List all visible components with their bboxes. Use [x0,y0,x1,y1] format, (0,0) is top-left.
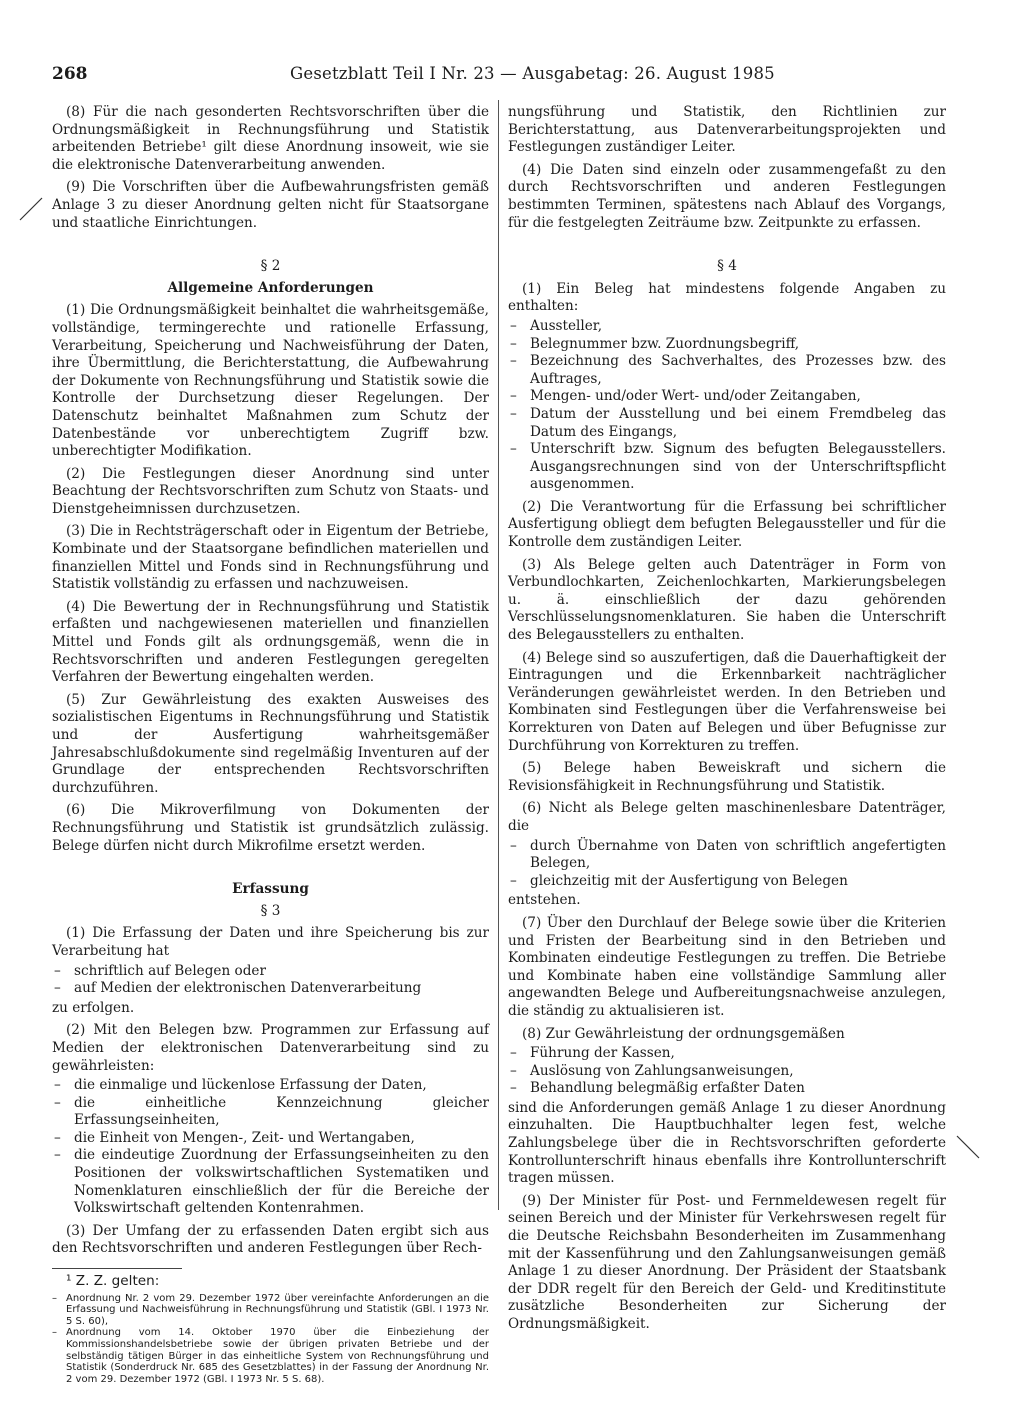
paragraph: (8) Für die nach gesonderten Rechtsvorschriften über die Ordnungsmäßigkeit in Rechnungsführung und Statistik arbeitenden Betriebe¹ gilt diese Anordnung insoweit, wie sie die elektronische Datenverarbeitung anwenden. [52,104,489,173]
paragraph: (6) Die Mikroverfilmung von Dokumenten der Rechnungsführung und Statistik ist grundsätzlich zulässig. Belege dürfen nicht durch Mikrofilme ersetzt werden. [52,802,489,854]
paragraph: sind die Anforderungen gemäß Anlage 1 zu dieser Anordnung einzuhalten. Die Hauptbuchhalter legen fest, welche Zahlungsbelege über die in Rechtsvorschriften geforderte Kontrollunterschrift hinaus ebenfalls ihre Kontrollunterschrift tragen müssen. [508,1099,946,1187]
section-heading: Erfassung [232,881,309,898]
paragraph: (9) Die Vorschriften über die Aufbewahrungsfristen gemäß Anlage 3 zu dieser Anordnung gelten nicht für Staatsorgane und staatliche Einrichtungen. [52,179,489,231]
list-item: – Datum der Ausstellung und bei einem Fremdbeleg das Datum des Eingangs, [508,406,946,441]
dash-list [508,318,946,494]
footnote-list [52,1293,489,1386]
list-item: – Bezeichnung des Sachverhaltes, des Prozesses bzw. des Auftrages, [508,353,946,388]
section-number: § 3 [260,902,281,919]
column-divider [498,100,499,1210]
list-item: – die einmalige und lückenlose Erfassung der Daten, [52,1077,489,1095]
list-item: – gleichzeitig mit der Ausfertigung von Belegen [508,873,946,891]
list-item: – Führung der Kassen, [508,1045,946,1063]
dash-list [508,838,946,891]
list-item: – auf Medien der elektronischen Datenverarbeitung [52,980,489,998]
list-item: – schriftlich auf Belegen oder [52,963,489,981]
paragraph: (6) Nicht als Belege gelten maschinenlesbare Datenträger, die [508,800,946,834]
list-item: – Belegnummer bzw. Zuordnungsbegriff, [508,336,946,354]
footnote [52,1273,489,1385]
footnote-item: – Anordnung vom 14. Oktober 1970 über die Einbeziehung der Kommissionshandelsbetriebe sowie der übrigen privaten Betriebe und der selbständig tätigen Bürger in das einheitliche System von Rechnungsführung und Statistik (Sonderdruck Nr. 685 des Gesetzblattes) in der Fassung der Anordnung Nr. 2 vom 29. Dezember 1972 (GBl. I 1973 Nr. 5 S. 68). [52,1327,489,1385]
paragraph: (2) Die Verantwortung für die Erfassung bei schriftlicher Ausfertigung obliegt dem befugten Belegaussteller und für die Kontrolle dem zuständigen Leiter. [508,498,946,551]
dash-list [52,963,489,998]
paragraph: (4) Belege sind so auszufertigen, daß die Dauerhaftigkeit der Eintragungen und die Erkennbarkeit nachträglicher Veränderungen gewährleistet werden. In den Betrieben und Kombinaten sind Festlegungen über die Verfahrensweise bei Korrekturen von Daten auf Belegen und über Befugnisse zur Durchführung von Korrekturen zu treffen. [508,649,946,754]
paragraph: (5) Belege haben Beweiskraft und sichern die Revisionsfähigkeit in Rechnungsführung und Statistik. [508,760,946,794]
page-number: 268 [52,64,88,84]
section-number: § 4 [717,258,737,275]
paragraph: (1) Ein Beleg hat mindestens folgende Angaben zu enthalten: [508,280,946,315]
paragraph: (5) Zur Gewährleistung des exakten Ausweises des sozialistischen Eigentums in Rechnungsführung und Statistik und der Ausfertigung wahrheitsgemäßer Jahresabschlußdokumente sind regelmäßig Inventuren auf der Grundlage der entsprechenden Rechtsvorschriften durchzuführen. [52,691,489,796]
footnote-item: – Anordnung Nr. 2 vom 29. Dezember 1972 über vereinfachte Anforderungen an die Erfassung und Nachweisführung in Rechnungsführung und Statistik (GBl. I 1973 Nr. 5 S. 60), [52,1293,489,1328]
dash-list [52,1077,489,1218]
paragraph: (1) Die Ordnungsmäßigkeit beinhaltet die wahrheitsgemäße, vollständige, termingerechte und rationelle Erfassung, Verarbeitung, Speicherung und Nachweisführung der Daten, ihre Übermittlung, die Berichterstattung, die Aufbewahrung der Dokumente von Rechnungsführung und Statistik sowie die Kontrolle der Durchsetzung dieser Regelungen. Der Datenschutz beinhaltet Maßnahmen zum Schutz der Datenbestände vor unberechtigtem Zugriff bzw. unberechtigter Modifikation. [52,302,489,460]
paragraph: nungsführung und Statistik, den Richtlinien zur Berichterstattung, aus Datenverarbeitungsprojekten und Festlegungen zuständiger Leiter. [508,104,946,156]
section-number: § 2 [260,258,281,275]
list-item: – Mengen- und/oder Wert- und/oder Zeitangaben, [508,388,946,406]
paragraph: (3) Der Umfang der zu erfassenden Daten ergibt sich aus den Rechtsvorschriften und anderen Festlegungen über Rech- [52,1222,489,1257]
paragraph: zu erfolgen. [52,999,135,1016]
list-item: – die einheitliche Kennzeichnung gleicher Erfassungseinheiten, [52,1095,489,1130]
paragraph: (3) Die in Rechtsträgerschaft oder in Eigentum der Betriebe, Kombinate und der Staatsorgane befindlichen materiellen und finanziellen Mittel und Fonds sind in Rechnungsführung und Statistik vollständig zu erfassen und nachzuweisen. [52,523,489,593]
section-heading: Allgemeine Anforderungen [167,279,374,296]
paragraph: (7) Über den Durchlauf der Belege sowie über die Kriterien und Fristen der Bearbeitung sind in den Betrieben und Kombinaten eindeutige Festlegungen zu treffen. Die Betriebe und Kombinate haben eine vollständige Sammlung aller angewandten Belege und Aufbereitungsnachweise anzulegen, die ständig zu aktualisieren ist. [508,914,946,1019]
running-title: Gesetzblatt Teil I Nr. 23 — Ausgabetag: 26. August 1985 [290,64,775,83]
list-item: – Aussteller, [508,318,946,336]
paragraph: (1) Die Erfassung der Daten und ihre Speicherung bis zur Verarbeitung hat [52,925,489,959]
list-item: – die Einheit von Mengen-, Zeit- und Wertangaben, [52,1130,489,1148]
list-item: – Auslösung von Zahlungsanweisungen, [508,1063,946,1081]
footnote-label: ¹ Z. Z. gelten: [66,1273,160,1290]
page-header [52,64,952,86]
paragraph: entstehen. [508,892,581,909]
paragraph: (4) Die Bewertung der in Rechnungsführung und Statistik erfaßten und nachgewiesenen materiellen und finanziellen Mittel und Fonds gilt als ordnungsgemäß, wenn die in Rechtsvorschriften und anderen Festlegungen geregelten Verfahren der Bewertung eingehalten werden. [52,598,489,686]
list-item: – Unterschrift bzw. Signum des befugten Belegausstellers. Ausgangsrechnungen sind von der Unterschriftspflicht ausgenommen. [508,441,946,494]
paragraph: (3) Als Belege gelten auch Datenträger in Form von Verbundlochkarten, Zeichenlochkarten, Markierungsbelegen u. ä. einschließlich der dazu gehörenden Verschlüsselungsnomenklaturen. Sie haben die Unterschrift des Belegausstellers zu enthalten. [508,556,946,644]
paragraph: (9) Der Minister für Post- und Fernmeldewesen regelt für seinen Bereich und der Minister für Verkehrswesen regelt für die Deutsche Reichsbahn Besonderheiten im Zusammenhang mit der Kassenführung und den Zahlungsanweisungen gemäß Anlage 1 zu dieser Anordnung. Der Präsident der Staatsbank der DDR regelt für den Bereich der Geld- und Kreditinstitute zusätzliche Besonderheiten zur Sicherung der Ordnungsmäßigkeit. [508,1192,946,1332]
left-column [52,104,489,1387]
footnote-rule [52,1268,182,1269]
paragraph: (2) Mit den Belegen bzw. Programmen zur Erfassung auf Medien der elektronischen Datenverarbeitung sind zu gewährleisten: [52,1022,489,1074]
paragraph: (4) Die Daten sind einzeln oder zusammengefaßt zu den durch Rechtsvorschriften und anderen Festlegungen bestimmten Terminen, spätestens nach Ablauf des Vorgangs, für die festgelegten Zeiträume bzw. Zeitpunkte zu erfassen. [508,161,946,231]
list-item: – durch Übernahme von Daten von schriftlich angefertigten Belegen, [508,838,946,873]
margin-pencil-mark-icon [18,196,44,222]
paragraph: (8) Zur Gewährleistung der ordnungsgemäßen [522,1025,845,1042]
right-column [508,104,946,1334]
margin-pencil-mark-icon [955,1134,981,1160]
list-item: – die eindeutige Zuordnung der Erfassungseinheiten zu den Positionen der volkswirtschaftlichen Systematiken und Nomenklaturen einschließlich der für die Bereiche der Volkswirtschaft geltenden Kontenrahmen. [52,1147,489,1217]
paragraph: (2) Die Festlegungen dieser Anordnung sind unter Beachtung der Rechtsvorschriften zum Schutz von Staats- und Dienstgeheimnissen durchzusetzen. [52,465,489,517]
list-item: – Behandlung belegmäßig erfaßter Daten [508,1080,946,1098]
dash-list [508,1045,946,1098]
